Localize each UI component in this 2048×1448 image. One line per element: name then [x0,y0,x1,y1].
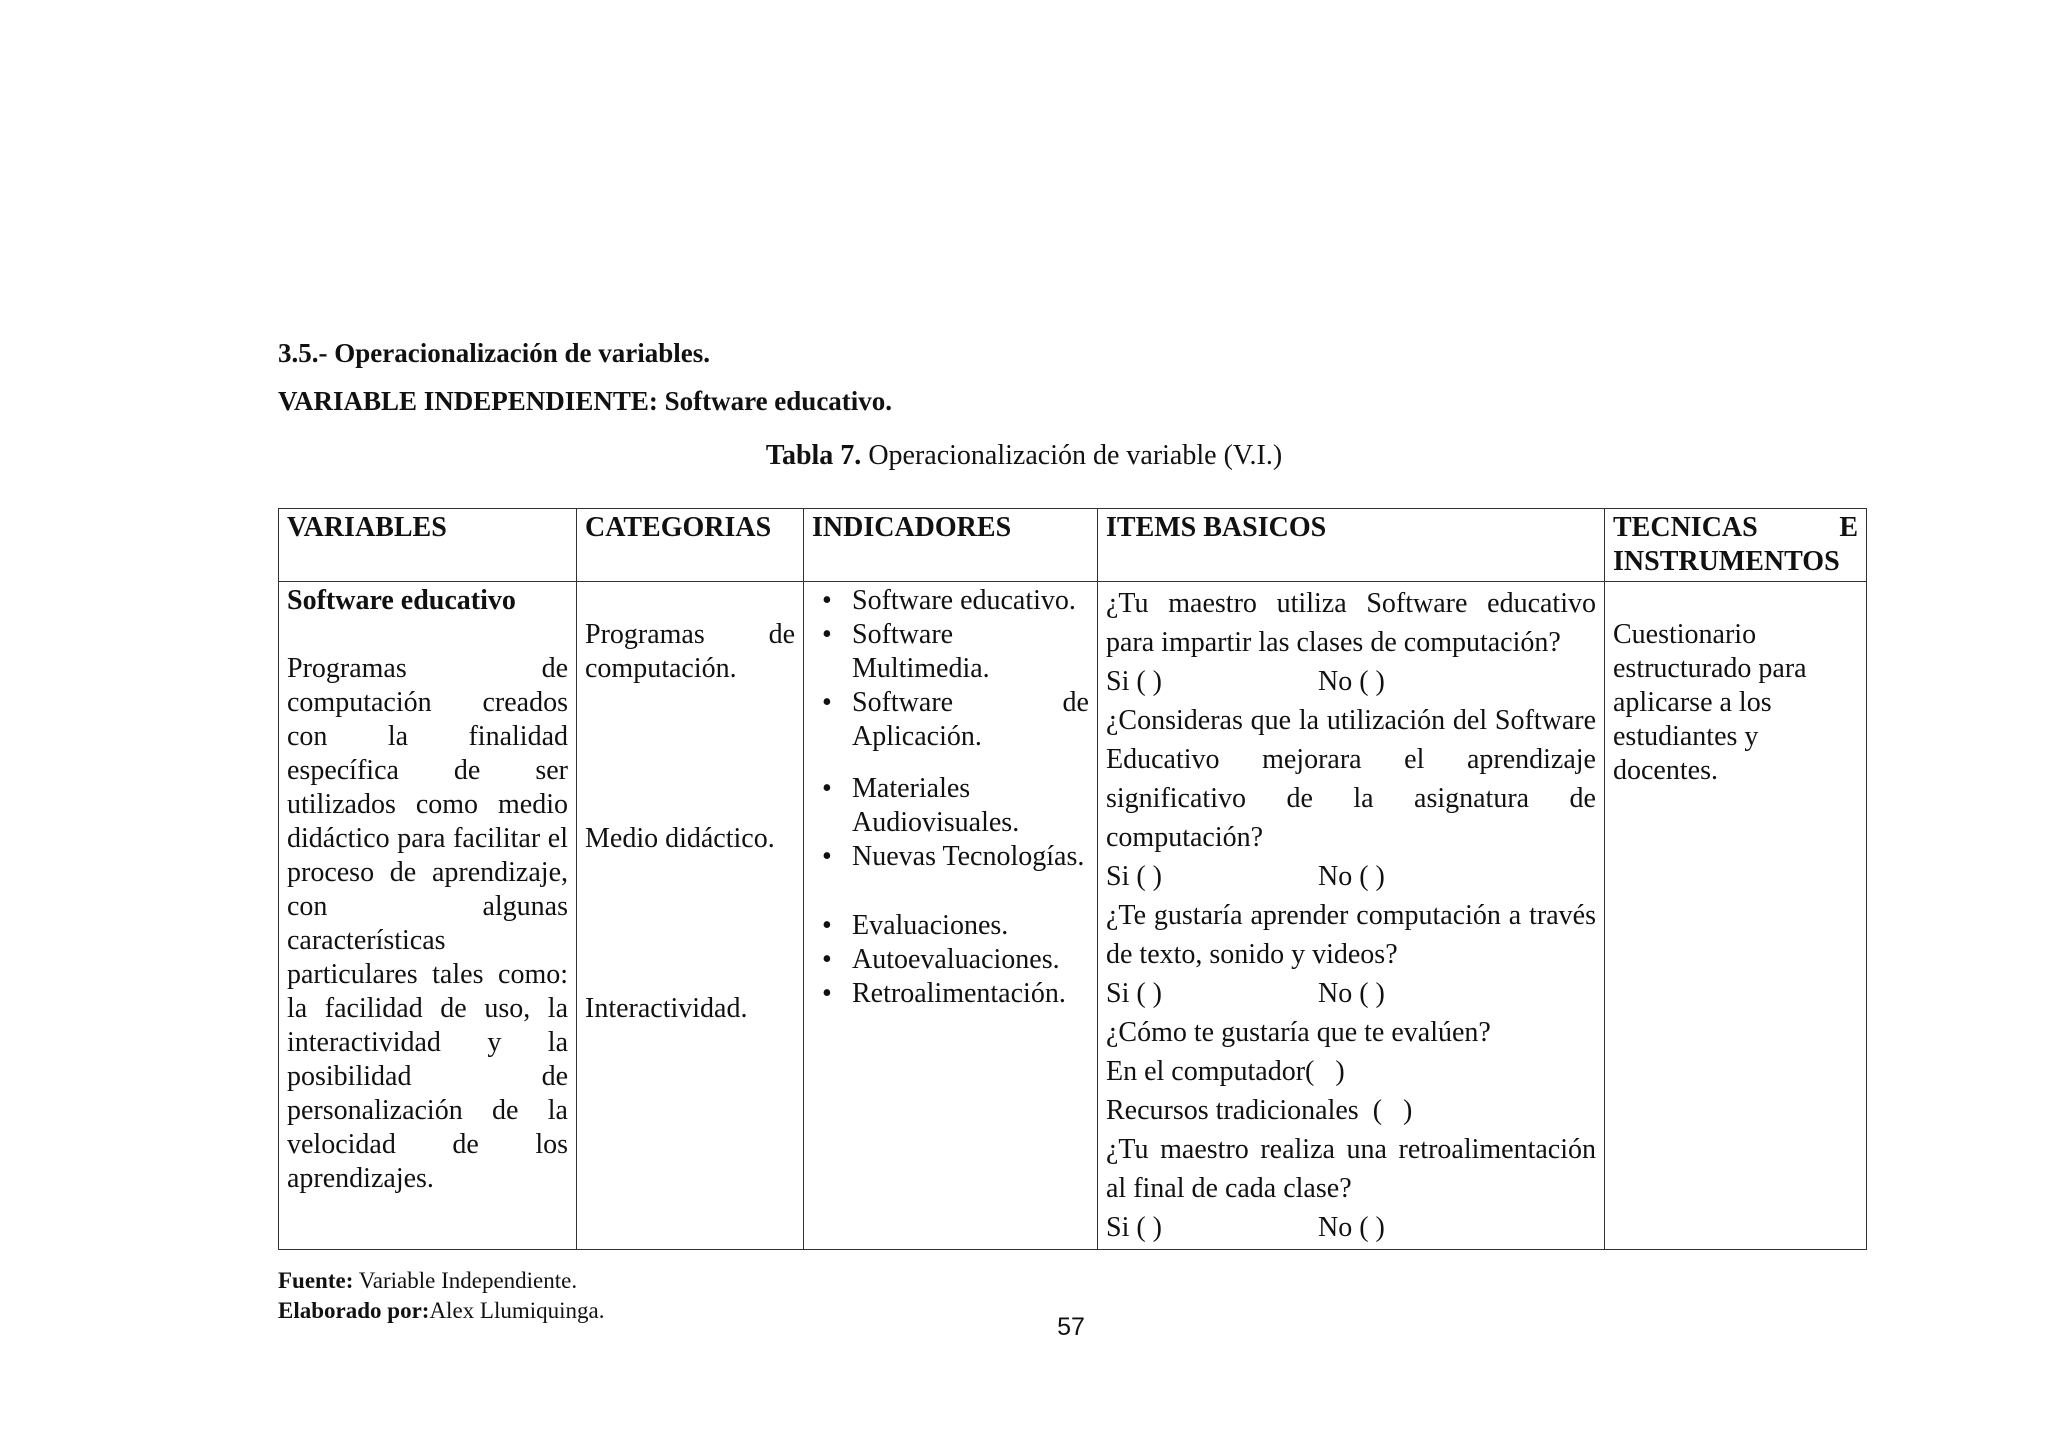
no-option: No ( ) [1318,1212,1385,1243]
si-option: Si ( ) [1106,1212,1162,1243]
footer-fuente [278,1266,577,1296]
indicator-item: • Software de Aplicación. [812,686,1089,754]
question-5: ¿Tu maestro realiza una retroalimentación al final de cada clase? [1106,1134,1596,1204]
question-2: ¿Consideras que la utilización del Software Educativo mejorara el aprendizaje significativo de la asignatura de computación? [1106,705,1596,853]
items-cell [1098,582,1605,1250]
question-4: ¿Cómo te gustaría que te evalúen? [1106,1017,1491,1048]
answer-options [1106,857,1596,896]
header-tecnicas-line1: TECNICAS E [1613,512,1858,543]
indicator-item: • Retroalimentación. [812,977,1089,1011]
header-variables: VARIABLES [279,509,577,582]
answer-options [1106,1208,1596,1247]
no-option: No ( ) [1318,978,1385,1009]
indicator-item: • Autoevaluaciones. [812,943,1089,977]
tecnicas-text: Cuestionario estructurado para aplicarse a los estudiantes y docentes. [1613,619,1807,786]
indicadores-cell [804,582,1098,1250]
indicator-item: • Materiales Audiovisuales. [812,772,1089,840]
categoria-item: Interactividad. [585,993,748,1024]
si-option: Si ( ) [1106,978,1162,1009]
variable-heading: VARIABLE INDEPENDIENTE: Software educativo. [278,386,893,416]
si-option: Si ( ) [1106,861,1162,892]
categorias-cell [577,582,804,1250]
tecnicas-cell [1605,582,1867,1250]
answer-options [1106,662,1596,701]
indicator-list [812,772,1089,874]
indicator-item: • Software educativo. [812,584,1089,618]
no-option: No ( ) [1318,666,1385,697]
page-number: 57 [1057,1313,1085,1341]
operationalization-table [278,508,1867,1250]
header-categorias: CATEGORIAS [577,509,804,582]
q4-option-computer: En el computador( ) [1106,1056,1345,1087]
answer-options [1106,974,1596,1013]
caption-label: Tabla 7. [765,440,862,471]
table-row [279,582,1867,1250]
header-row [279,509,1867,582]
indicator-item: • Nuevas Tecnologías. [812,840,1089,874]
indicator-item: • Software Multimedia. [812,618,1089,686]
si-option: Si ( ) [1106,666,1162,697]
indicator-item: • Evaluaciones. [812,909,1089,943]
indicator-list [812,584,1089,754]
header-tecnicas-line2: INSTRUMENTOS [1613,546,1840,577]
variable-title: Software educativo [287,585,516,616]
elaborado-label: Elaborado por: [278,1298,430,1323]
question-3: ¿Te gustaría aprender computación a través de texto, sonido y videos? [1106,900,1596,970]
indicator-list [812,909,1089,1011]
section-heading: 3.5.- Operacionalización de variables. [278,338,710,368]
elaborado-text: Alex Llumiquinga. [429,1298,605,1323]
header-indicadores: INDICADORES [804,509,1098,582]
caption-text: Operacionalización de variable (V.I.) [861,440,1283,471]
fuente-text: Variable Independiente. [353,1268,578,1293]
no-option: No ( ) [1318,861,1385,892]
fuente-label: Fuente: [278,1268,354,1293]
header-tecnicas [1605,509,1867,582]
categoria-item: Medio didáctico. [585,823,775,854]
question-1: ¿Tu maestro utiliza Software educativo para impartir las clases de computación? [1106,588,1596,658]
variable-description: Programas de computación creados con la finalidad específica de ser utilizados como medio didáctico para facilitar el proceso de aprendizaje, con algunas características particulares tales como: la facilidad de uso, la interactividad y la posibilidad de personalización de la velocidad de los aprendizajes. [287,653,568,1194]
header-items: ITEMS BASICOS [1098,509,1605,582]
q4-option-traditional: Recursos tradicionales ( ) [1106,1095,1413,1126]
variable-cell [279,582,577,1250]
categoria-item: Programas de computación. [585,619,795,684]
table-caption [0,439,2048,473]
